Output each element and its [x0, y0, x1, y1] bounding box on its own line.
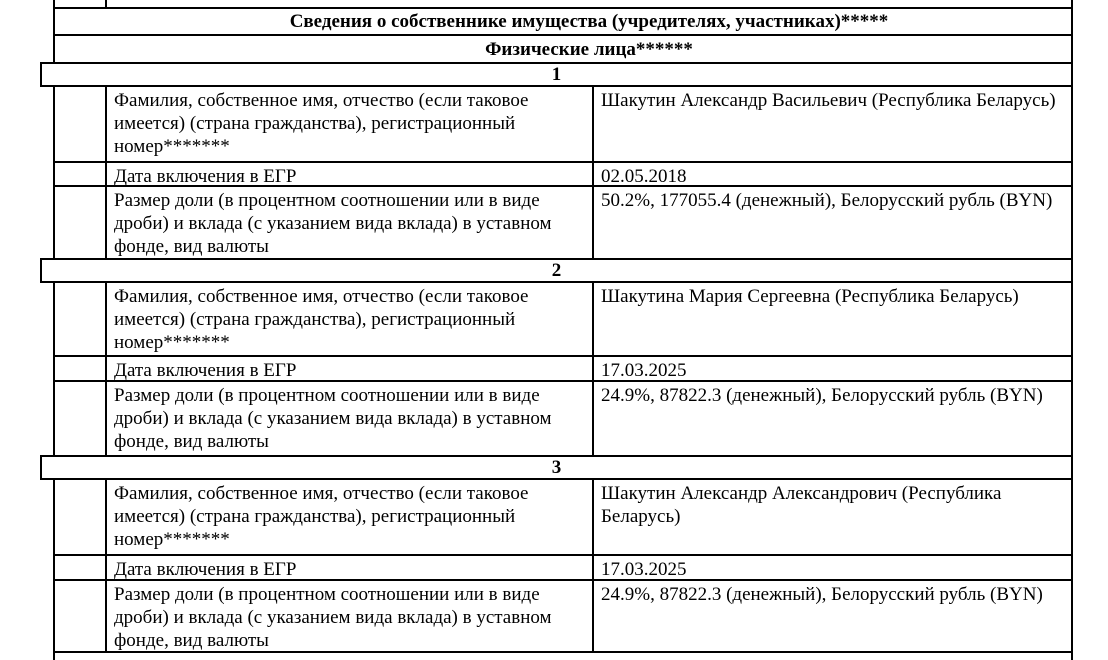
subsection-header: Физические лица****** — [485, 38, 693, 60]
table-row-partial-top — [53, 0, 1073, 9]
section-header: Сведения о собственнике имущества (учредителях, участниках)***** — [289, 11, 889, 32]
side-cell — [55, 556, 107, 579]
share-value: 24.9%, 87822.3 (денежный), Белорусский рубль (BYN) — [601, 385, 1043, 406]
side-cell — [55, 283, 107, 355]
empty-cell — [55, 653, 1071, 660]
share-row — [53, 382, 1073, 455]
date-value: 02.05.2018 — [601, 166, 687, 185]
share-label: Размер доли (в процентном соотношении или в виде дроби) и вклада (с указанием вида вклада) в уставном фонде, вид валюты — [107, 382, 594, 455]
share-value: 50.2%, 177055.4 (денежный), Белорусский рубль (BYN) — [601, 190, 1053, 211]
entry-number: 3 — [551, 456, 562, 478]
date-label: Дата включения в ЕГР — [107, 556, 594, 579]
date-value: 17.03.2025 — [601, 360, 687, 380]
side-cell — [55, 0, 107, 7]
entry-number: 1 — [551, 63, 562, 85]
side-cell — [55, 87, 107, 161]
side-cell — [55, 357, 107, 380]
name-value: Шакутина Мария Сергеевна (Республика Беларусь) — [601, 286, 1019, 307]
name-row — [53, 87, 1073, 163]
owners-table — [53, 0, 1073, 660]
entry-number: 2 — [551, 259, 562, 281]
name-row — [53, 480, 1073, 556]
side-cell — [55, 163, 107, 185]
side-cell — [55, 187, 107, 258]
date-value: 17.03.2025 — [601, 559, 687, 579]
entry-number-row — [40, 455, 1073, 480]
side-cell — [55, 480, 107, 554]
subsection-header-row — [53, 36, 1073, 62]
section-header-row — [53, 9, 1073, 36]
table-row-partial-bottom — [53, 653, 1073, 660]
entry-number-row — [40, 258, 1073, 283]
share-label: Размер доли (в процентном соотношении или в виде дроби) и вклада (с указанием вида вклада) в уставном фонде, вид валюты — [107, 581, 594, 651]
entry-number-row — [40, 62, 1073, 87]
date-label: Дата включения в ЕГР — [107, 163, 594, 185]
name-value: Шакутин Александр Александрович (Республика Беларусь) — [601, 483, 1002, 527]
empty-cell — [107, 0, 1071, 7]
share-value: 24.9%, 87822.3 (денежный), Белорусский рубль (BYN) — [601, 584, 1043, 605]
date-row — [53, 556, 1073, 581]
share-label: Размер доли (в процентном соотношении или в виде дроби) и вклада (с указанием вида вклада) в уставном фонде, вид валюты — [107, 187, 594, 258]
name-label: Фамилия, собственное имя, отчество (если таковое имеется) (страна гражданства), регистрационный номер******* — [107, 87, 594, 161]
name-label: Фамилия, собственное имя, отчество (если таковое имеется) (страна гражданства), регистрационный номер******* — [107, 480, 594, 554]
side-cell — [55, 382, 107, 455]
date-label: Дата включения в ЕГР — [107, 357, 594, 380]
side-cell — [55, 581, 107, 651]
name-value: Шакутин Александр Васильевич (Республика Беларусь) — [601, 90, 1056, 111]
date-row — [53, 163, 1073, 187]
date-row — [53, 357, 1073, 382]
name-row — [53, 283, 1073, 357]
share-row — [53, 187, 1073, 258]
name-label: Фамилия, собственное имя, отчество (если таковое имеется) (страна гражданства), регистрационный номер******* — [107, 283, 594, 355]
share-row — [53, 581, 1073, 653]
